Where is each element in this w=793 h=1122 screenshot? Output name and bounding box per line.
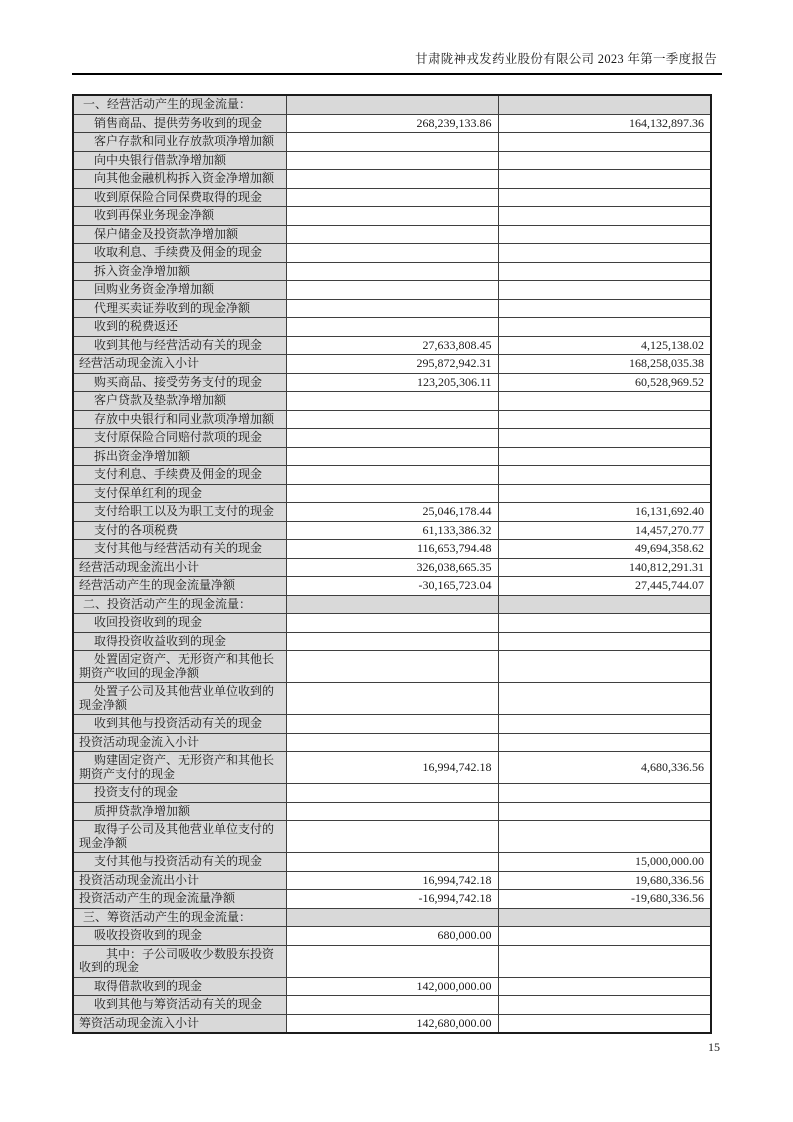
table-row	[73, 871, 711, 890]
row-label-cell: 拆入资金净增加额	[73, 262, 286, 281]
table-row	[73, 752, 711, 784]
table-row	[73, 558, 711, 577]
table-row	[73, 715, 711, 734]
row-label-cell: 收回投资收到的现金	[73, 614, 286, 633]
row-label-cell: 支付给职工以及为职工支付的现金	[73, 503, 286, 522]
amount-cell-col3	[498, 466, 711, 485]
amount-cell-col3	[498, 151, 711, 170]
amount-cell-col3	[498, 977, 711, 996]
amount-cell-col2	[286, 996, 498, 1015]
row-label-cell: 取得子公司及其他营业单位支付的 现金净额	[73, 821, 286, 853]
row-label-cell: 支付的各项税费	[73, 521, 286, 540]
amount-cell-col2	[286, 244, 498, 263]
table-row	[73, 114, 711, 133]
amount-cell-col3	[498, 170, 711, 189]
table-row	[73, 151, 711, 170]
row-label-cell: 支付其他与投资活动有关的现金	[73, 853, 286, 872]
amount-cell-col3	[498, 95, 711, 114]
amount-cell-col3: 14,457,270.77	[498, 521, 711, 540]
table-row	[73, 262, 711, 281]
row-label-cell: 收到其他与筹资活动有关的现金	[73, 996, 286, 1015]
row-label-cell: 向中央银行借款净增加额	[73, 151, 286, 170]
row-label-cell: 向其他金融机构拆入资金净增加额	[73, 170, 286, 189]
amount-cell-col2	[286, 151, 498, 170]
table-row	[73, 410, 711, 429]
amount-cell-col3	[498, 996, 711, 1015]
row-label-cell: 代理买卖证券收到的现金净额	[73, 299, 286, 318]
amount-cell-col3: 140,812,291.31	[498, 558, 711, 577]
row-label-cell: 投资活动产生的现金流量净额	[73, 890, 286, 909]
amount-cell-col2	[286, 614, 498, 633]
table-row	[73, 170, 711, 189]
table-row	[73, 503, 711, 522]
amount-cell-col3	[498, 1014, 711, 1033]
amount-cell-col3: 49,694,358.62	[498, 540, 711, 559]
table-row	[73, 977, 711, 996]
row-label-cell: 回购业务资金净增加额	[73, 281, 286, 300]
table-row	[73, 355, 711, 374]
amount-cell-col2	[286, 410, 498, 429]
row-label-cell: 保户储金及投资款净增加额	[73, 225, 286, 244]
amount-cell-col3	[498, 651, 711, 683]
amount-cell-col2: 25,046,178.44	[286, 503, 498, 522]
table-row	[73, 821, 711, 853]
amount-cell-col2	[286, 484, 498, 503]
row-label-cell: 收取利息、手续费及佣金的现金	[73, 244, 286, 263]
amount-cell-col2: 680,000.00	[286, 927, 498, 946]
table-row	[73, 908, 711, 927]
amount-cell-col3	[498, 262, 711, 281]
amount-cell-col3	[498, 945, 711, 977]
amount-cell-col3	[498, 784, 711, 803]
amount-cell-col2	[286, 170, 498, 189]
amount-cell-col2	[286, 632, 498, 651]
amount-cell-col3	[498, 632, 711, 651]
table-row	[73, 632, 711, 651]
amount-cell-col2	[286, 945, 498, 977]
table-row	[73, 336, 711, 355]
amount-cell-col3	[498, 683, 711, 715]
amount-cell-col3	[498, 447, 711, 466]
amount-cell-col3	[498, 802, 711, 821]
row-label-cell: 购买商品、接受劳务支付的现金	[73, 373, 286, 392]
amount-cell-col3	[498, 392, 711, 411]
amount-cell-col2	[286, 262, 498, 281]
row-label-cell: 投资活动现金流出小计	[73, 871, 286, 890]
amount-cell-col3	[498, 299, 711, 318]
amount-cell-col2	[286, 225, 498, 244]
amount-cell-col3	[498, 715, 711, 734]
amount-cell-col2	[286, 95, 498, 114]
amount-cell-col2: 61,133,386.32	[286, 521, 498, 540]
row-label-cell: 筹资活动现金流入小计	[73, 1014, 286, 1033]
report-title: 甘肃陇神戎发药业股份有限公司 2023 年第一季度报告	[415, 52, 717, 66]
amount-cell-col3: 27,445,744.07	[498, 577, 711, 596]
row-label-cell: 取得借款收到的现金	[73, 977, 286, 996]
table-row	[73, 484, 711, 503]
amount-cell-col2: 295,872,942.31	[286, 355, 498, 374]
table-row	[73, 1014, 711, 1033]
amount-cell-col2	[286, 733, 498, 752]
table-row	[73, 521, 711, 540]
row-label-cell: 收到其他与投资活动有关的现金	[73, 715, 286, 734]
row-label-cell: 质押贷款净增加额	[73, 802, 286, 821]
amount-cell-col2	[286, 188, 498, 207]
row-label-cell: 取得投资收益收到的现金	[73, 632, 286, 651]
row-label-cell: 吸收投资收到的现金	[73, 927, 286, 946]
amount-cell-col3	[498, 188, 711, 207]
amount-cell-col3	[498, 207, 711, 226]
row-label-cell: 处置固定资产、无形资产和其他长 期资产收回的现金净额	[73, 651, 286, 683]
amount-cell-col3: 4,680,336.56	[498, 752, 711, 784]
table-row	[73, 683, 711, 715]
table-row	[73, 890, 711, 909]
amount-cell-col3: 4,125,138.02	[498, 336, 711, 355]
table-row	[73, 996, 711, 1015]
amount-cell-col3: 16,131,692.40	[498, 503, 711, 522]
row-label-cell: 经营活动现金流入小计	[73, 355, 286, 374]
amount-cell-col3: 60,528,969.52	[498, 373, 711, 392]
amount-cell-col3	[498, 595, 711, 614]
row-label-cell: 支付原保险合同赔付款项的现金	[73, 429, 286, 448]
amount-cell-col2	[286, 802, 498, 821]
table-row	[73, 853, 711, 872]
amount-cell-col2	[286, 853, 498, 872]
amount-cell-col2	[286, 318, 498, 337]
amount-cell-col2: 142,680,000.00	[286, 1014, 498, 1033]
amount-cell-col2	[286, 651, 498, 683]
amount-cell-col2: 16,994,742.18	[286, 871, 498, 890]
row-label-cell: 支付利息、手续费及佣金的现金	[73, 466, 286, 485]
page-number: 15	[708, 1040, 720, 1054]
row-label-cell: 二、投资活动产生的现金流量：	[73, 595, 286, 614]
row-label-cell: 客户贷款及垫款净增加额	[73, 392, 286, 411]
table-row	[73, 614, 711, 633]
table-row	[73, 281, 711, 300]
row-label-cell: 收到的税费返还	[73, 318, 286, 337]
row-label-cell: 存放中央银行和同业款项净增加额	[73, 410, 286, 429]
amount-cell-col2	[286, 133, 498, 152]
row-label-cell: 其中：子公司吸收少数股东投资 收到的现金	[73, 945, 286, 977]
amount-cell-col2	[286, 683, 498, 715]
row-label-cell: 拆出资金净增加额	[73, 447, 286, 466]
row-label-cell: 处置子公司及其他营业单位收到的 现金净额	[73, 683, 286, 715]
amount-cell-col2	[286, 429, 498, 448]
amount-cell-col3	[498, 318, 711, 337]
amount-cell-col2	[286, 281, 498, 300]
amount-cell-col2: 268,239,133.86	[286, 114, 498, 133]
table-row	[73, 577, 711, 596]
amount-cell-col3: 164,132,897.36	[498, 114, 711, 133]
table-row	[73, 429, 711, 448]
amount-cell-col2	[286, 908, 498, 927]
table-row	[73, 927, 711, 946]
row-label-cell: 销售商品、提供劳务收到的现金	[73, 114, 286, 133]
table-row	[73, 466, 711, 485]
row-label-cell: 经营活动产生的现金流量净额	[73, 577, 286, 596]
table-row	[73, 133, 711, 152]
amount-cell-col3: 19,680,336.56	[498, 871, 711, 890]
table-row	[73, 447, 711, 466]
amount-cell-col2	[286, 299, 498, 318]
amount-cell-col2	[286, 715, 498, 734]
table-row	[73, 540, 711, 559]
amount-cell-col3	[498, 225, 711, 244]
table-row	[73, 945, 711, 977]
table-row	[73, 651, 711, 683]
amount-cell-col3	[498, 429, 711, 448]
amount-cell-col2	[286, 207, 498, 226]
table-row	[73, 188, 711, 207]
amount-cell-col2	[286, 392, 498, 411]
amount-cell-col2: -30,165,723.04	[286, 577, 498, 596]
row-label-cell: 支付其他与经营活动有关的现金	[73, 540, 286, 559]
header-rule	[72, 73, 722, 75]
row-label-cell: 投资支付的现金	[73, 784, 286, 803]
amount-cell-col2	[286, 784, 498, 803]
row-label-cell: 投资活动现金流入小计	[73, 733, 286, 752]
amount-cell-col2: 123,205,306.11	[286, 373, 498, 392]
table-row	[73, 733, 711, 752]
table-row	[73, 225, 711, 244]
table-row	[73, 373, 711, 392]
row-label-cell: 收到再保业务现金净额	[73, 207, 286, 226]
amount-cell-col3	[498, 410, 711, 429]
table-row	[73, 318, 711, 337]
amount-cell-col2: 326,038,665.35	[286, 558, 498, 577]
table-row	[73, 299, 711, 318]
amount-cell-col3	[498, 821, 711, 853]
amount-cell-col2	[286, 595, 498, 614]
row-label-cell: 支付保单红利的现金	[73, 484, 286, 503]
row-label-cell: 收到原保险合同保费取得的现金	[73, 188, 286, 207]
amount-cell-col3	[498, 927, 711, 946]
amount-cell-col3	[498, 244, 711, 263]
amount-cell-col2	[286, 466, 498, 485]
row-label-cell: 购建固定资产、无形资产和其他长 期资产支付的现金	[73, 752, 286, 784]
cash-flow-table-body	[73, 95, 711, 1033]
amount-cell-col2: 116,653,794.48	[286, 540, 498, 559]
amount-cell-col2	[286, 447, 498, 466]
amount-cell-col3	[498, 614, 711, 633]
amount-cell-col3: 168,258,035.38	[498, 355, 711, 374]
amount-cell-col3	[498, 133, 711, 152]
amount-cell-col2: 27,633,808.45	[286, 336, 498, 355]
amount-cell-col3	[498, 281, 711, 300]
amount-cell-col2	[286, 821, 498, 853]
table-row	[73, 95, 711, 114]
row-label-cell: 一、经营活动产生的现金流量：	[73, 95, 286, 114]
amount-cell-col2: -16,994,742.18	[286, 890, 498, 909]
row-label-cell: 收到其他与经营活动有关的现金	[73, 336, 286, 355]
amount-cell-col2: 142,000,000.00	[286, 977, 498, 996]
row-label-cell: 经营活动现金流出小计	[73, 558, 286, 577]
table-row	[73, 784, 711, 803]
cash-flow-table	[72, 94, 712, 1034]
amount-cell-col2: 16,994,742.18	[286, 752, 498, 784]
table-row	[73, 802, 711, 821]
amount-cell-col3: -19,680,336.56	[498, 890, 711, 909]
table-row	[73, 595, 711, 614]
table-row	[73, 392, 711, 411]
amount-cell-col3	[498, 484, 711, 503]
row-label-cell: 客户存款和同业存放款项净增加额	[73, 133, 286, 152]
table-row	[73, 207, 711, 226]
amount-cell-col3	[498, 908, 711, 927]
row-label-cell: 三、筹资活动产生的现金流量：	[73, 908, 286, 927]
table-row	[73, 244, 711, 263]
amount-cell-col3: 15,000,000.00	[498, 853, 711, 872]
amount-cell-col3	[498, 733, 711, 752]
